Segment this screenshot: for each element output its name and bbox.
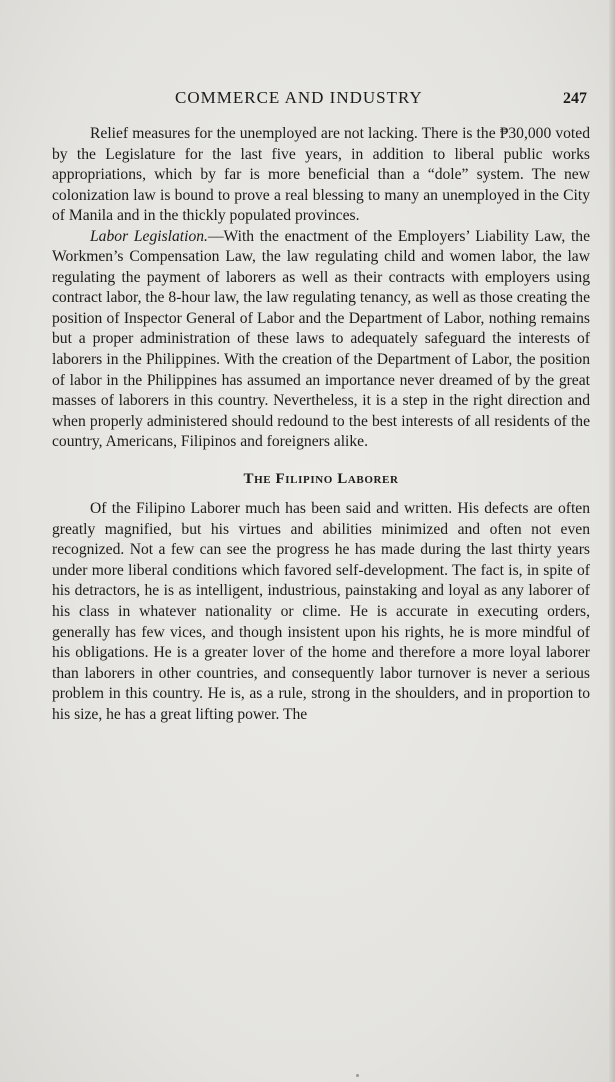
running-head xyxy=(0,88,615,114)
paragraph-filipino-laborer: Of the Filipino Laborer much has been said and written. His defects are often greatly magnified, but his virtues and abilities minimized and often not even recognized. Not a few can see the progress he has made during the last thirty years under more liberal conditions which favored self-development. The fact is, in spite of his detractors, he is as intelligent, industrious, painstaking and loyal as any laborer of his class in whatever nationality or clime. He is accurate in executing orders, generally has few vices, and though insistent upon his rights, he is more mindful of his obligations. He is a greater lover of the home and therefore a more loyal laborer than laborers in other countries, and consequently labor turnover is never a serious problem in this country. He is, as a rule, strong in the shoulders, and in proportion to his size, he has a great lifting power. The xyxy=(52,500,590,723)
labor-legislation-lead: Labor Legislation. xyxy=(90,227,208,245)
paragraph-relief-measures: Relief measures for the unemployed are not lacking. There is the ₱30,000 voted by the Legislature for the last five years, in addition to liberal public works appropriations, which by far is more beneficial than a “dole” system. The new colonization law is bound to prove a real blessing to many an unemployed in the City of Manila and in the thickly populated provinces. xyxy=(52,125,590,225)
page-edge-shadow xyxy=(609,0,615,1082)
labor-legislation-body: —With the enactment of the Employers’ Liability Law, the Workmen’s Compensation Law, the law regulating child and women labor, the law regulating the payment of laborers as well as their contracts with employers using contract labor, the 8-hour law, the law regulating tenancy, as well as those creating the position of Inspector General of Labor and the Department of Labor, nothing remains but a proper administration of these laws to adequately safeguard the interests of laborers in the Philippines. With the creation of the Department of Labor, the position of labor in the Philippines has assumed an importance never dreamed of by the great masses of laborers in this country. Nevertheless, it is a step in the right direction and when properly administered should redound to the best interests of all residents of the country, Americans, Filipinos and foreigners alike. xyxy=(52,227,590,451)
section-heading: The Filipino Laborer xyxy=(243,470,399,487)
body-text xyxy=(52,124,590,725)
running-head-title: COMMERCE AND INDUSTRY xyxy=(175,88,423,107)
paper-speck xyxy=(356,1074,359,1077)
paragraph-labor-legislation xyxy=(52,227,590,453)
page-number: 247 xyxy=(563,90,587,107)
